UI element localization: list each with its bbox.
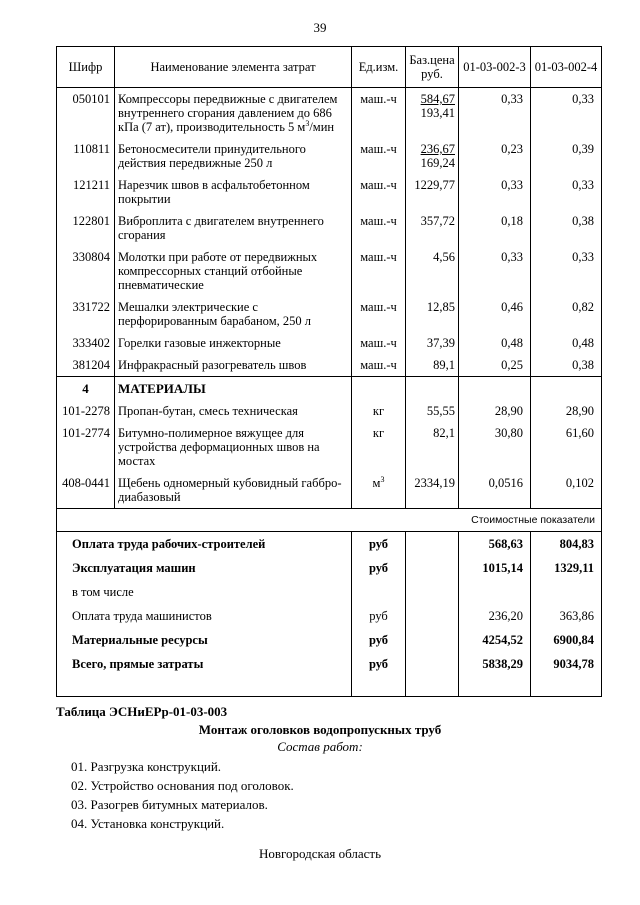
next-table-subtitle: Монтаж оголовков водопропускных труб [198,722,442,737]
list-item: 02. Устройство основания под оголовок. [71,778,294,793]
summary-v1 [459,580,531,604]
cell-v2: 0,38 [531,354,602,377]
table-row [57,354,602,377]
list-item: 04. Установка конструкций. [71,816,225,831]
header-unit: Ед.изм. [352,47,406,88]
header-price-line2: руб. [421,67,443,81]
cell-price: 2334,19 [406,472,459,509]
summary-v1: 5838,29 [459,652,531,676]
table-row [57,422,602,472]
cell-v2: 0,33 [531,174,602,210]
cell-price: 12,85 [406,296,459,332]
cell-unit: маш.-ч [352,88,406,139]
cell-price: 1229,77 [406,174,459,210]
cell-price: 4,56 [406,246,459,296]
summary-row [57,604,602,628]
cell-name-sup: 3 [305,118,310,128]
table-row [57,472,602,509]
cell-name-tail: /мин [309,120,335,134]
summary-unit: руб [352,628,406,652]
summary-name: Всего, прямые затраты [57,652,352,676]
cell-v2: 0,33 [531,88,602,139]
summary-name: Эксплуатация машин [57,556,352,580]
cell-name: Молотки при работе от передвижных компрессорных станций отбойные пневматические [115,246,352,296]
summary-v2: 1329,11 [531,556,602,580]
cell-name: Мешалки электрические с перфорированным барабаном, 250 л [115,296,352,332]
work-composition-heading: Состав работ: [277,739,363,754]
cell-code: 330804 [57,246,115,296]
cell-code: 331722 [57,296,115,332]
summary-unit: руб [352,604,406,628]
cell-v2: 0,102 [531,472,602,509]
cell-unit: маш.-ч [352,210,406,246]
table-row [57,138,602,174]
summary-name: Материальные ресурсы [57,628,352,652]
cell-code: 110811 [57,138,115,174]
cell-price: 82,1 [406,422,459,472]
cell-name: Нарезчик швов в асфальтобетонном покрытии [115,174,352,210]
cell-price: 357,72 [406,210,459,246]
summary-v2: 363,86 [531,604,602,628]
cell-unit-sup: 3 [380,474,385,484]
cell-price [406,138,459,174]
cell-unit: маш.-ч [352,174,406,210]
cell-name: Щебень одномерный кубовидный габбро-диабазовый [115,472,352,509]
cell-name-text: Компрессоры передвижные с двигателем внутреннего сгорания давлением до 686 кПа (7 ат), производительность 5 м [118,92,338,134]
cell-unit: маш.-ч [352,354,406,377]
list-item: 03. Разогрев битумных материалов. [71,797,268,812]
cell-v2: 0,33 [531,246,602,296]
summary-v1: 1015,14 [459,556,531,580]
cell-unit: маш.-ч [352,296,406,332]
cell-unit: маш.-ч [352,138,406,174]
header-col2: 01-03-002-4 [531,47,602,88]
cell-v1: 0,48 [459,332,531,354]
resource-table [56,46,602,697]
list-item: 01. Разгрузка конструкций. [71,759,222,774]
cell-price-main: 584,67 [420,92,455,106]
cell-v1: 0,25 [459,354,531,377]
cell-price: 37,39 [406,332,459,354]
cell-v1: 0,18 [459,210,531,246]
section-title: МАТЕРИАЛЫ [115,377,352,401]
cell-price: 55,55 [406,400,459,422]
summary-v2: 804,83 [531,532,602,557]
cell-unit: маш.-ч [352,332,406,354]
cell-price-main: 236,67 [420,142,455,156]
work-list [71,757,294,833]
cell-code: 408-0441 [57,472,115,509]
summary-name: Оплата труда машинистов [57,604,352,628]
cell-price: 89,1 [406,354,459,377]
cell-name: Пропан-бутан, смесь техническая [115,400,352,422]
summary-v1: 236,20 [459,604,531,628]
cell-v2: 61,60 [531,422,602,472]
header-price [406,47,459,88]
cost-indicators-row [57,509,602,532]
section-header-row [57,377,602,401]
cell-v2: 0,39 [531,138,602,174]
table-row [57,332,602,354]
summary-unit: руб [352,532,406,557]
cost-indicators-label: Стоимостные показатели [57,509,602,532]
cell-v1: 0,0516 [459,472,531,509]
summary-row [57,628,602,652]
table-row [57,246,602,296]
cell-unit: маш.-ч [352,246,406,296]
summary-unit: руб [352,652,406,676]
summary-v1: 568,63 [459,532,531,557]
cell-v1: 0,33 [459,246,531,296]
summary-row [57,556,602,580]
summary-v1: 4254,52 [459,628,531,652]
cell-v1: 28,90 [459,400,531,422]
cell-v2: 0,82 [531,296,602,332]
cell-v1: 0,46 [459,296,531,332]
cell-unit [352,472,406,509]
table-header-row [57,47,602,88]
cell-unit-text: м [372,476,381,490]
table-row [57,88,602,139]
table-row [57,210,602,246]
table-row [57,174,602,210]
cell-v2: 0,38 [531,210,602,246]
cell-code: 050101 [57,88,115,139]
summary-name: в том числе [57,580,352,604]
header-col1: 01-03-002-3 [459,47,531,88]
cell-name: Инфракрасный разогреватель швов [115,354,352,377]
summary-unit [352,580,406,604]
summary-v2 [531,580,602,604]
cell-name: Горелки газовые инжекторные [115,332,352,354]
cell-code: 101-2774 [57,422,115,472]
table-row [57,400,602,422]
summary-row [57,580,602,604]
table-row [57,296,602,332]
cell-code: 121211 [57,174,115,210]
cell-code: 333402 [57,332,115,354]
table-bottom-row [57,676,602,697]
cell-v1: 0,23 [459,138,531,174]
cell-price [406,88,459,139]
cell-v1: 0,33 [459,88,531,139]
header-price-line1: Баз.цена [409,53,455,67]
cell-code: 122801 [57,210,115,246]
cell-code: 381204 [57,354,115,377]
page-number: 39 [313,20,327,35]
cell-name: Бетоносмесители принудительного действия передвижные 250 л [115,138,352,174]
cell-v1: 30,80 [459,422,531,472]
cell-v2: 28,90 [531,400,602,422]
cell-name: Виброплита с двигателем внутреннего сгорания [115,210,352,246]
summary-row [57,652,602,676]
cell-unit: кг [352,422,406,472]
cell-v1: 0,33 [459,174,531,210]
footer-region: Новгородская область [258,846,382,861]
cell-unit: кг [352,400,406,422]
cell-price-sub: 169,24 [420,156,455,170]
cell-name [115,88,352,139]
cell-v2: 0,48 [531,332,602,354]
header-name: Наименование элемента затрат [115,47,352,88]
next-table-title: Таблица ЭСНиЕРр-01-03-003 [56,704,228,719]
cell-code: 101-2278 [57,400,115,422]
cell-name: Битумно-полимерное вяжущее для устройства деформационных швов на мостах [115,422,352,472]
cell-price-sub: 193,41 [420,106,455,120]
summary-v2: 9034,78 [531,652,602,676]
summary-row [57,532,602,557]
summary-unit: руб [352,556,406,580]
header-code: Шифр [57,47,115,88]
summary-v2: 6900,84 [531,628,602,652]
section-number: 4 [57,377,115,401]
summary-name: Оплата труда рабочих-строителей [57,532,352,557]
